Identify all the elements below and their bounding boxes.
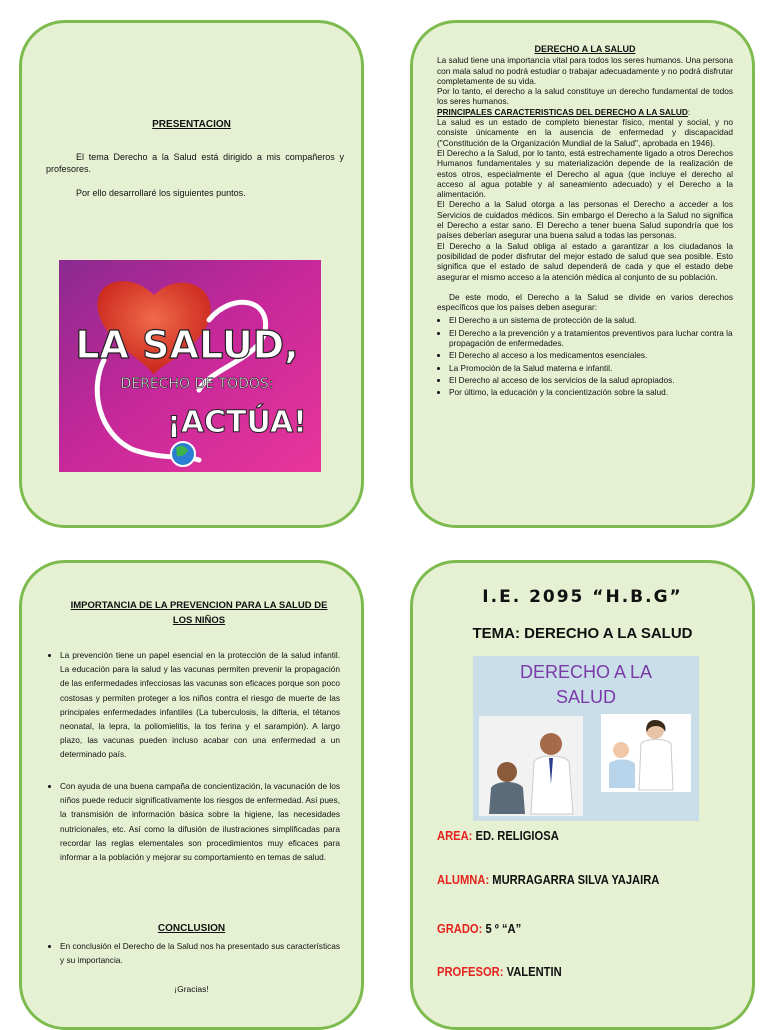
area-value: ED. RELIGIOSA	[475, 828, 559, 843]
list-item: • Por último, la educación y la concientización sobre la salud.	[449, 387, 733, 397]
cover-panel	[410, 560, 755, 1030]
right-to-health-panel	[410, 20, 755, 528]
list-item: • La Promoción de la Salud materna e infantil.	[449, 363, 733, 373]
paragraph: Por lo tanto, el derecho a la salud constituye un derecho fundamental de todos los seres humanos.	[437, 86, 733, 107]
student-label: ALUMNA:	[437, 872, 490, 887]
paragraph: El Derecho a la Salud, por lo tanto, está estrechamente ligado a otros Derechos Humanos fundamentales y su materialización depende de la realización de estos otros, especialmente el Derecho al agua (que incluye el derecho al acceso al agua potable y al saneamiento adecuado) y el Derecho a la alimentación.	[437, 147, 733, 200]
la-salud-poster-image	[59, 260, 321, 472]
teacher-row	[437, 964, 562, 979]
school-name: I.E. 2095 “H.B.G”	[482, 587, 683, 607]
paragraph: De este modo, el Derecho a la Salud se divide en varios derechos específicos que los países deben asegurar:	[437, 291, 733, 313]
paragraph: La salud es un estado de completo bienestar físico, mental y social, y no consiste únicamente en la ausencia de enfermedad y discapacidad ("Constitución de la Organización Mundial de la Salud", aprobada en 1946).	[437, 117, 733, 148]
conclusion-title: CONCLUSION	[157, 923, 226, 934]
right-to-health-title: DERECHO A LA SALUD	[534, 44, 636, 54]
topic-title: TEMA: DERECHO A LA SALUD	[472, 625, 693, 642]
list-item: • En conclusión el Derecho de la Salud nos ha presentado sus características y su importancia.	[60, 939, 340, 967]
presentation-title: PRESENTACION	[152, 119, 231, 130]
prevention-list-1	[22, 648, 340, 762]
prevention-list-2	[22, 779, 340, 864]
area-label: AREA:	[437, 828, 473, 843]
topic-image-title	[473, 660, 699, 710]
topic-image	[473, 656, 699, 821]
poster-line-1: LA SALUD,	[75, 323, 299, 367]
characteristics-subtitle: PRINCIPALES CARACTERISTICAS DEL DERECHO A LA SALUD	[437, 106, 688, 117]
student-row	[437, 872, 659, 887]
rights-list	[437, 315, 733, 397]
poster-line-2: DERECHO DE TODOS:	[120, 376, 274, 392]
grade-row	[437, 921, 521, 936]
thanks-text: ¡Gracias!	[174, 984, 209, 994]
grade-label: GRADO:	[437, 921, 483, 936]
list-item: • El Derecho a la prevención y a tratamientos preventivos para luchar contra la propagación de enfermedades.	[449, 328, 733, 349]
paragraph: La salud tiene una importancia vital para todos los seres humanos. Una persona con mala salud no podrá estudiar o trabajar adecuadamente y no podrá disfrutar completamente de su vida.	[437, 55, 733, 86]
presentation-paragraph-1: El tema Derecho a la Salud está dirigido a mis compañeros y profesores.	[46, 152, 344, 174]
presentation-panel	[19, 20, 364, 528]
grade-value: 5 º “A”	[485, 921, 522, 936]
conclusion-list	[22, 939, 340, 967]
prevention-title: IMPORTANCIA DE LA PREVENCION PARA LA SALUD DE LOS NIÑOS	[70, 600, 328, 626]
teacher-label: PROFESOR:	[437, 964, 504, 979]
list-item: • Con ayuda de una buena campaña de concientización, la vacunación de los niños puede reducir significativamente los riesgos de enfermedad. Así pues, la transmisión de información básica sobre la higiene, las necesidades nutricionales, etc. Así como la difusión de ilustraciones simplificadas para recordar las reglas elementales son procedimientos muy eficaces para informar a la población y mejorar su comportamiento en temas de salud.	[60, 779, 340, 864]
presentation-paragraph-2: Por ello desarrollaré los siguientes puntos.	[76, 188, 246, 198]
prevention-panel	[19, 560, 364, 1030]
area-row	[437, 828, 559, 843]
list-item: • El Derecho a un sistema de protección de la salud.	[449, 315, 733, 325]
teacher-value: VALENTIN	[506, 964, 562, 979]
list-item: • La prevención tiene un papel esencial en la protección de la salud infantil. La educación para la salud y las vacunas permiten prevenir la propagación de las enfermedades infecciosas las vacunas son eficaces porque son poco costosas y permiten proteger a los niños contra el riesgo de muerte de las principales enfermedades infantiles (La tuberculosis, la difteria, el tétanos neonatal, la lepra, la poliomielitis, la tos ferina y el sarampión). A largo plazo, las vacunas pueden incluso acabar con una enfermedad a un determinado país.	[60, 648, 340, 762]
paragraph: El Derecho a la Salud otorga a las personas el Derecho a acceder a los Servicios de cuidados médicos. Sin embargo el Derecho a la Salud no significa el Derecho a estar sano. El Derecho a tener buena Salud supondría que los países deberían asegurar una buena salud a todas las personas.	[437, 199, 733, 241]
poster-line-3: ¡ACTÚA!	[167, 405, 307, 440]
topic-image-title-line-1: DERECHO A LA	[519, 662, 653, 682]
student-value: MURRAGARRA SILVA YAJAIRA	[492, 872, 660, 887]
topic-image-title-line-2: SALUD	[555, 687, 617, 707]
list-item: • El Derecho al acceso de los servicios de la salud apropiados.	[449, 375, 733, 385]
list-item: • El Derecho al acceso a los medicamentos esenciales.	[449, 350, 733, 360]
right-to-health-content: DERECHO A LA SALUD La salud tiene una importancia vital para todos los seres humanos. Una persona con mala salud no podrá estudiar o trabajar adecuadamente y no podrá disfrutar completamente de su vida. Por lo tanto, el derecho a la salud constituye un derecho fundamental de todos los seres humanos. PRINCIPALES CARACTERISTICAS DEL DERECHO A LA SALUD: La salud es un estado de completo bienestar físico, mental y social, y no consiste únicamente en la ausencia de enfermedad y discapacidad ("Constitución de la Organización Mundial de la Salud", aprobada en 1946). El Derecho a la Salud, por lo tanto, está estrechamente ligado a otros Derechos Humanos fundamentales y su materialización depende de la realización de estos otros, especialmente el Derecho al agua (que incluye el derecho al acceso al agua potable y al saneamiento adecuado) y el Derecho a la alimentación. El Derecho a la Salud otorga a las personas el Derecho a acceder a los Servicios de cuidados médicos. Sin embargo el Derecho a la Salud no significa el Derecho a estar sano. El Derecho a tener buena Salud supondría que los países deberían asegurar una buena salud a todas las personas. El Derecho a la Salud obliga al estado a garantizar a los ciudadanos la posibilidad de poder disfrutar del mejor estado de salud que sea posible. Esto significa que el estado de salud dependerá de cada y que el estado debe asegurar el mismo acceso a la atención médica al conjunto de su población. De este modo, el Derecho a la Salud se divide en varios derechos específicos que los países deben asegurar: • El Derecho a un sistema de protección de la salud. • El Derecho a la prevención y a tratamientos preventivos para luchar contra la propagación de enfermedades. • El Derecho al acceso a los medicamentos esenciales. • La Promoción de la Salud materna e infantil. • El Derecho al acceso de los servicios de la salud apropiados. • Por último, la educación y la concientización sobre la salud.	[437, 44, 733, 400]
paragraph: El Derecho a la Salud obliga al estado a garantizar a los ciudadanos la posibilidad de poder disfrutar del mejor estado de salud que sea posible. Esto significa que el estado de salud dependerá de cada y que el estado debe asegurar el mismo acceso a la atención médica al conjunto de su población.	[437, 240, 733, 282]
doctors-with-children-illustration	[479, 714, 693, 818]
